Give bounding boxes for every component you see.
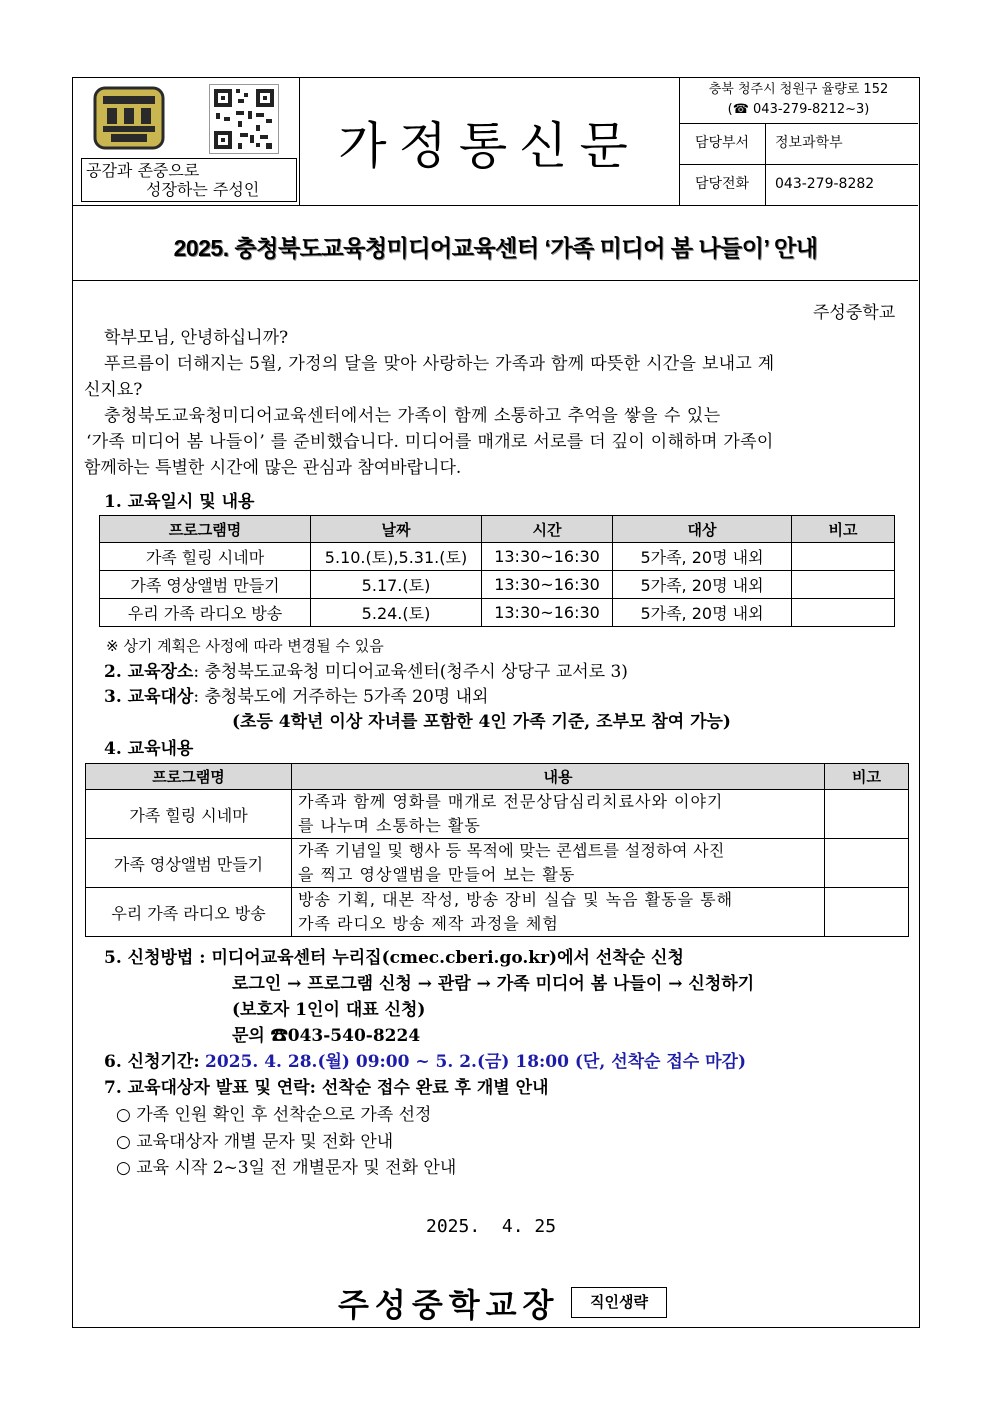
cell-target: 5가족, 20명 내외: [613, 543, 792, 571]
section5-label: 5. 신청방법 : 미디어교육센터 누리집(cmec.cberi.go.kr)에서 선착순 신청: [104, 948, 684, 968]
cell-program: 우리 가족 라디오 방송: [100, 599, 311, 627]
section3-label: 3. 교육대상: [104, 687, 194, 707]
contact-info: [679, 78, 918, 205]
logo-cell: [73, 78, 300, 205]
section6-label: 6. 신청기간:: [104, 1052, 200, 1072]
table-row: [86, 888, 909, 937]
table-row: [100, 571, 895, 599]
content-line: 가족 기념일 및 행사 등 목적에 맞는 콘셉트를 설정하여 사진: [298, 841, 725, 860]
slogan-line-2: 성장하는 주성인: [146, 180, 260, 199]
qr-code-icon[interactable]: [209, 84, 279, 154]
school-slogan: [81, 158, 297, 202]
cell-date: 5.10.(토),5.31.(토): [311, 543, 482, 571]
address-phone: (☎ 043-279-8212~3): [727, 102, 870, 117]
cell-date: 5.17.(토): [311, 571, 482, 599]
cell-note: [825, 790, 909, 839]
col-program: 프로그램명: [100, 516, 311, 543]
cell-program: 가족 힐링 시네마: [86, 790, 292, 839]
intro-p2-line1: 충청북도교육청미디어교육센터에서는 가족이 함께 소통하고 추억을 쌓을 수 있는: [104, 406, 721, 426]
content-line: 를 나누며 소통하는 활동: [298, 816, 481, 835]
cell-content: [292, 839, 825, 888]
document-title: 가정통신문: [338, 117, 640, 175]
col-target: 대상: [613, 516, 792, 543]
cell-note: [825, 839, 909, 888]
col-time: 시간: [482, 516, 613, 543]
content-line: 가족과 함께 영화를 매개로 전문상담심리치료사와 이야기: [298, 792, 724, 811]
subject-title: 2025. 충청북도교육청미디어교육센터 ‘가족 미디어 봄 나들이’ 안내: [173, 235, 818, 261]
section7-label: 7. 교육대상자 발표 및 연락: 선착순 접수 완료 후 개별 안내: [104, 1078, 549, 1098]
section6: [104, 1047, 746, 1072]
cell-target: 5가족, 20명 내외: [613, 599, 792, 627]
section3: [104, 682, 488, 707]
section3-value: : 충청북도에 거주하는 5가족 20명 내외: [193, 687, 489, 707]
subject-bar: [73, 206, 918, 281]
col-date: 날짜: [311, 516, 482, 543]
col-content: 내용: [292, 764, 825, 790]
section2: [104, 657, 628, 682]
greeting: 학부모님, 안녕하십니까?: [104, 328, 289, 348]
content-line: 방송 기획, 대본 작성, 방송 장비 실습 및 녹음 활동을 통해: [298, 890, 734, 909]
sender-name: 주성중학교: [813, 303, 896, 323]
cell-program: 가족 영상앨범 만들기: [100, 571, 311, 599]
address-line: 충북 청주시 청원구 율량로 152: [708, 82, 889, 97]
table-row: [100, 599, 895, 627]
cell-content: [292, 888, 825, 937]
phone-row: [679, 164, 918, 205]
cell-time: 13:30~16:30: [482, 599, 613, 627]
section4-heading: 4. 교육내용: [104, 739, 194, 759]
cell-note: [825, 888, 909, 937]
table-row: [100, 543, 895, 571]
principal-signature: 주성중학교장: [338, 1286, 560, 1324]
department-value: 정보과학부: [775, 135, 843, 151]
cell-date: 5.24.(토): [311, 599, 482, 627]
col-note: 비고: [792, 516, 895, 543]
schedule-note: ※ 상기 계획은 사정에 따라 변경될 수 있음: [106, 637, 384, 655]
section5-note: (보호자 1인이 대표 신청): [232, 1000, 426, 1020]
section7-item: ○ 교육대상자 개별 문자 및 전화 안내: [116, 1132, 394, 1152]
cell-target: 5가족, 20명 내외: [613, 571, 792, 599]
school-logo-icon: [93, 86, 165, 150]
phone-value: 043-279-8282: [775, 176, 875, 192]
section6-period: 2025. 4. 28.(월) 09:00 ~ 5. 2.(금) 18:00 (단, 선착순 접수 마감): [205, 1052, 747, 1072]
intro-p2-line2: ‘가족 미디어 봄 나들이’ 를 준비했습니다. 미디어를 매개로 서로를 더 깊이 이해하며 가족이: [86, 432, 774, 452]
section2-value: : 충청북도교육청 미디어교육센터(청주시 상당구 교서로 3): [193, 662, 628, 682]
intro-p2-line3: 함께하는 특별한 시간에 많은 관심과 참여바랍니다.: [84, 458, 462, 478]
intro-p1-line2: 신지요?: [84, 380, 143, 400]
content-table: [85, 763, 909, 937]
school-address: [679, 78, 918, 124]
cell-program: 가족 영상앨범 만들기: [86, 839, 292, 888]
section3-detail: (초등 4학년 이상 자녀를 포함한 4인 가족 기준, 조부모 참여 가능): [232, 712, 731, 732]
col-note: 비고: [825, 764, 909, 790]
section5-steps: 로그인 → 프로그램 신청 → 관람 → 가족 미디어 봄 나들이 → 신청하기: [232, 974, 755, 994]
table-row: [86, 839, 909, 888]
phone-label: 담당전화: [679, 164, 766, 205]
cell-content: [292, 790, 825, 839]
section5-contact: 문의 ☎043-540-8224: [232, 1026, 421, 1046]
issue-date: 2025. 4. 25: [426, 1216, 557, 1237]
title-cell: [299, 78, 680, 205]
cell-program: 가족 힐링 시네마: [100, 543, 311, 571]
intro-p1-line1: 푸르름이 더해지는 5월, 가정의 달을 맞아 사랑하는 가족과 함께 따뜻한 시간을 보내고 계: [104, 354, 775, 374]
content-line: 을 찍고 영상앨범을 만들어 보는 활동: [298, 865, 576, 884]
slogan-line-1: 공감과 존중으로: [86, 161, 200, 180]
letter-header: [73, 78, 918, 206]
department-row: [679, 123, 918, 165]
cell-note: [792, 599, 895, 627]
cell-note: [792, 571, 895, 599]
section7-item: ○ 교육 시작 2~3일 전 개별문자 및 전화 안내: [116, 1158, 457, 1178]
col-program: 프로그램명: [86, 764, 292, 790]
schedule-table: [99, 515, 895, 627]
section2-label: 2. 교육장소: [104, 662, 194, 682]
table-row: [86, 790, 909, 839]
section1-heading: 1. 교육일시 및 내용: [104, 492, 255, 512]
seal-omitted-stamp: 직인생략: [571, 1287, 667, 1318]
cell-time: 13:30~16:30: [482, 571, 613, 599]
content-line: 가족 라디오 방송 제작 과정을 체험: [298, 914, 559, 933]
section7-item: ○ 가족 인원 확인 후 선착순으로 가족 선정: [116, 1105, 432, 1125]
department-label: 담당부서: [679, 123, 766, 164]
cell-time: 13:30~16:30: [482, 543, 613, 571]
cell-program: 우리 가족 라디오 방송: [86, 888, 292, 937]
cell-note: [792, 543, 895, 571]
